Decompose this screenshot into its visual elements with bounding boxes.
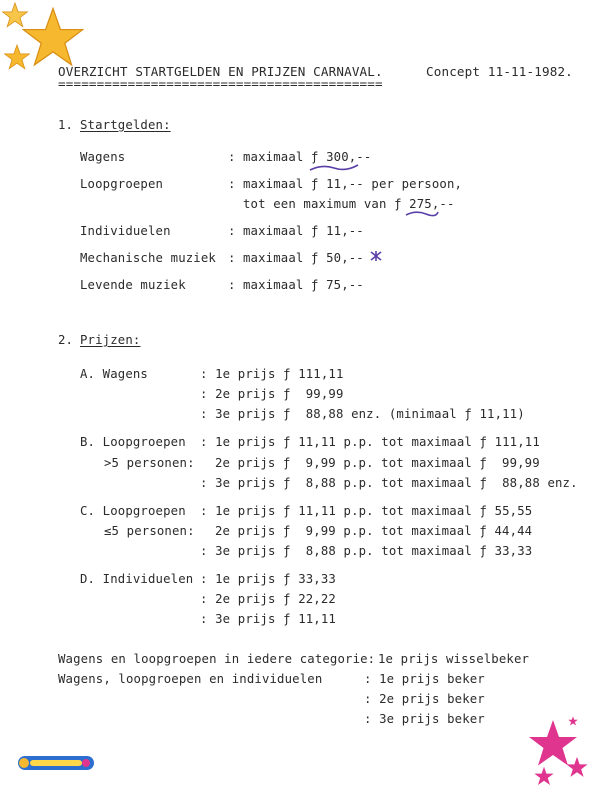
pink-star-tiny-icon: [568, 716, 578, 726]
prize-line-b3: : 3e prijs ƒ 8,88 p.p. tot maximaal ƒ 88,88 enz.: [200, 476, 578, 490]
trophy-line-3-value: : 2e prijs beker: [364, 692, 485, 706]
prize-line-a3: : 3e prijs ƒ 88,88 enz. (minimaal ƒ 11,11): [200, 407, 525, 421]
trophy-line-1-label: Wagens en loopgroepen in iedere categorie:: [58, 652, 376, 666]
gold-star-large-icon: [22, 6, 84, 68]
site-logo: [16, 752, 96, 774]
startgeld-sep: :: [228, 150, 236, 164]
prize-group-label-d: D. Individuelen: [80, 572, 194, 586]
prize-group-sub-c: ≤5 personen:: [104, 524, 195, 538]
trophy-line-2-label: Wagens, loopgroepen en individuelen: [58, 672, 323, 686]
prize-line-c3: : 3e prijs ƒ 8,88 p.p. tot maximaal ƒ 33,33: [200, 544, 533, 558]
prize-line-b1: : 1e prijs ƒ 11,11 p.p. tot maximaal ƒ 111,11: [200, 435, 540, 449]
section-2-number: 2.: [58, 333, 74, 347]
prize-group-sub-b: >5 personen:: [104, 456, 195, 470]
section-2-title: Prijzen:: [80, 333, 141, 347]
trophy-line-2-value: : 1e prijs beker: [364, 672, 485, 686]
prize-line-a1: : 1e prijs ƒ 111,11: [200, 367, 344, 381]
title-underline: ==========================================: [58, 76, 383, 91]
prize-line-c2: 2e prijs ƒ 9,99 p.p. tot maximaal ƒ 44,44: [215, 524, 533, 538]
startgeld-label-individuelen: Individuelen: [80, 224, 171, 238]
concept-date: Concept 11-11-1982.: [426, 64, 573, 79]
prize-line-d3: : 3e prijs ƒ 11,11: [200, 612, 336, 626]
prize-line-c1: : 1e prijs ƒ 11,11 p.p. tot maximaal ƒ 55,55: [200, 504, 533, 518]
prize-line-a2: : 2e prijs ƒ 99,99: [200, 387, 344, 401]
prize-line-d2: : 2e prijs ƒ 22,22: [200, 592, 336, 606]
pen-underline-300: [308, 160, 360, 174]
document-title: OVERZICHT STARTGELDEN EN PRIJZEN CARNAVAL.: [58, 64, 383, 79]
prize-line-d1: : 1e prijs ƒ 33,33: [200, 572, 336, 586]
startgeld-label-levende-muziek: Levende muziek: [80, 278, 186, 292]
startgeld-label-mechanische-muziek: Mechanische muziek: [80, 251, 216, 265]
gold-star-tiny-icon: [4, 44, 30, 70]
prize-group-label-b: B. Loopgroepen: [80, 435, 186, 449]
trophy-line-1-value: 1e prijs wisselbeker: [378, 652, 530, 666]
prize-group-label-a: A. Wagens: [80, 367, 148, 381]
section-1-number: 1.: [58, 118, 74, 132]
startgeld-value-loopgroepen: maximaal ƒ 11,-- per persoon,: [243, 177, 463, 191]
startgeld-sep: :: [228, 177, 236, 191]
startgeld-sep: :: [228, 251, 236, 265]
section-1-title: Startgelden:: [80, 118, 171, 132]
pink-star-medium-icon: [566, 756, 588, 778]
pen-cross-mark-icon: [370, 250, 382, 262]
prize-line-b2: 2e prijs ƒ 9,99 p.p. tot maximaal ƒ 99,99: [215, 456, 540, 470]
startgeld-label-wagens: Wagens: [80, 150, 126, 164]
gold-star-small-icon: [2, 2, 28, 28]
prize-group-label-c: C. Loopgroepen: [80, 504, 186, 518]
pink-star-small-icon: [534, 766, 554, 786]
startgeld-value-levende-muziek: maximaal ƒ 75,--: [243, 278, 364, 292]
startgeld-value-wagens: maximaal ƒ 300,--: [243, 150, 372, 164]
startgeld-sep: :: [228, 224, 236, 238]
trophy-line-4-value: : 3e prijs beker: [364, 712, 485, 726]
startgeld-value-mechanische-muziek: maximaal ƒ 50,--: [243, 251, 364, 265]
startgeld-value-individuelen: maximaal ƒ 11,--: [243, 224, 364, 238]
startgeld-sep: :: [228, 278, 236, 292]
startgeld-label-loopgroepen: Loopgroepen: [80, 177, 164, 191]
startgeld-value-loopgroepen-cont: tot een maximum van ƒ 275,--: [243, 197, 455, 211]
pen-underline-275: [404, 207, 440, 219]
